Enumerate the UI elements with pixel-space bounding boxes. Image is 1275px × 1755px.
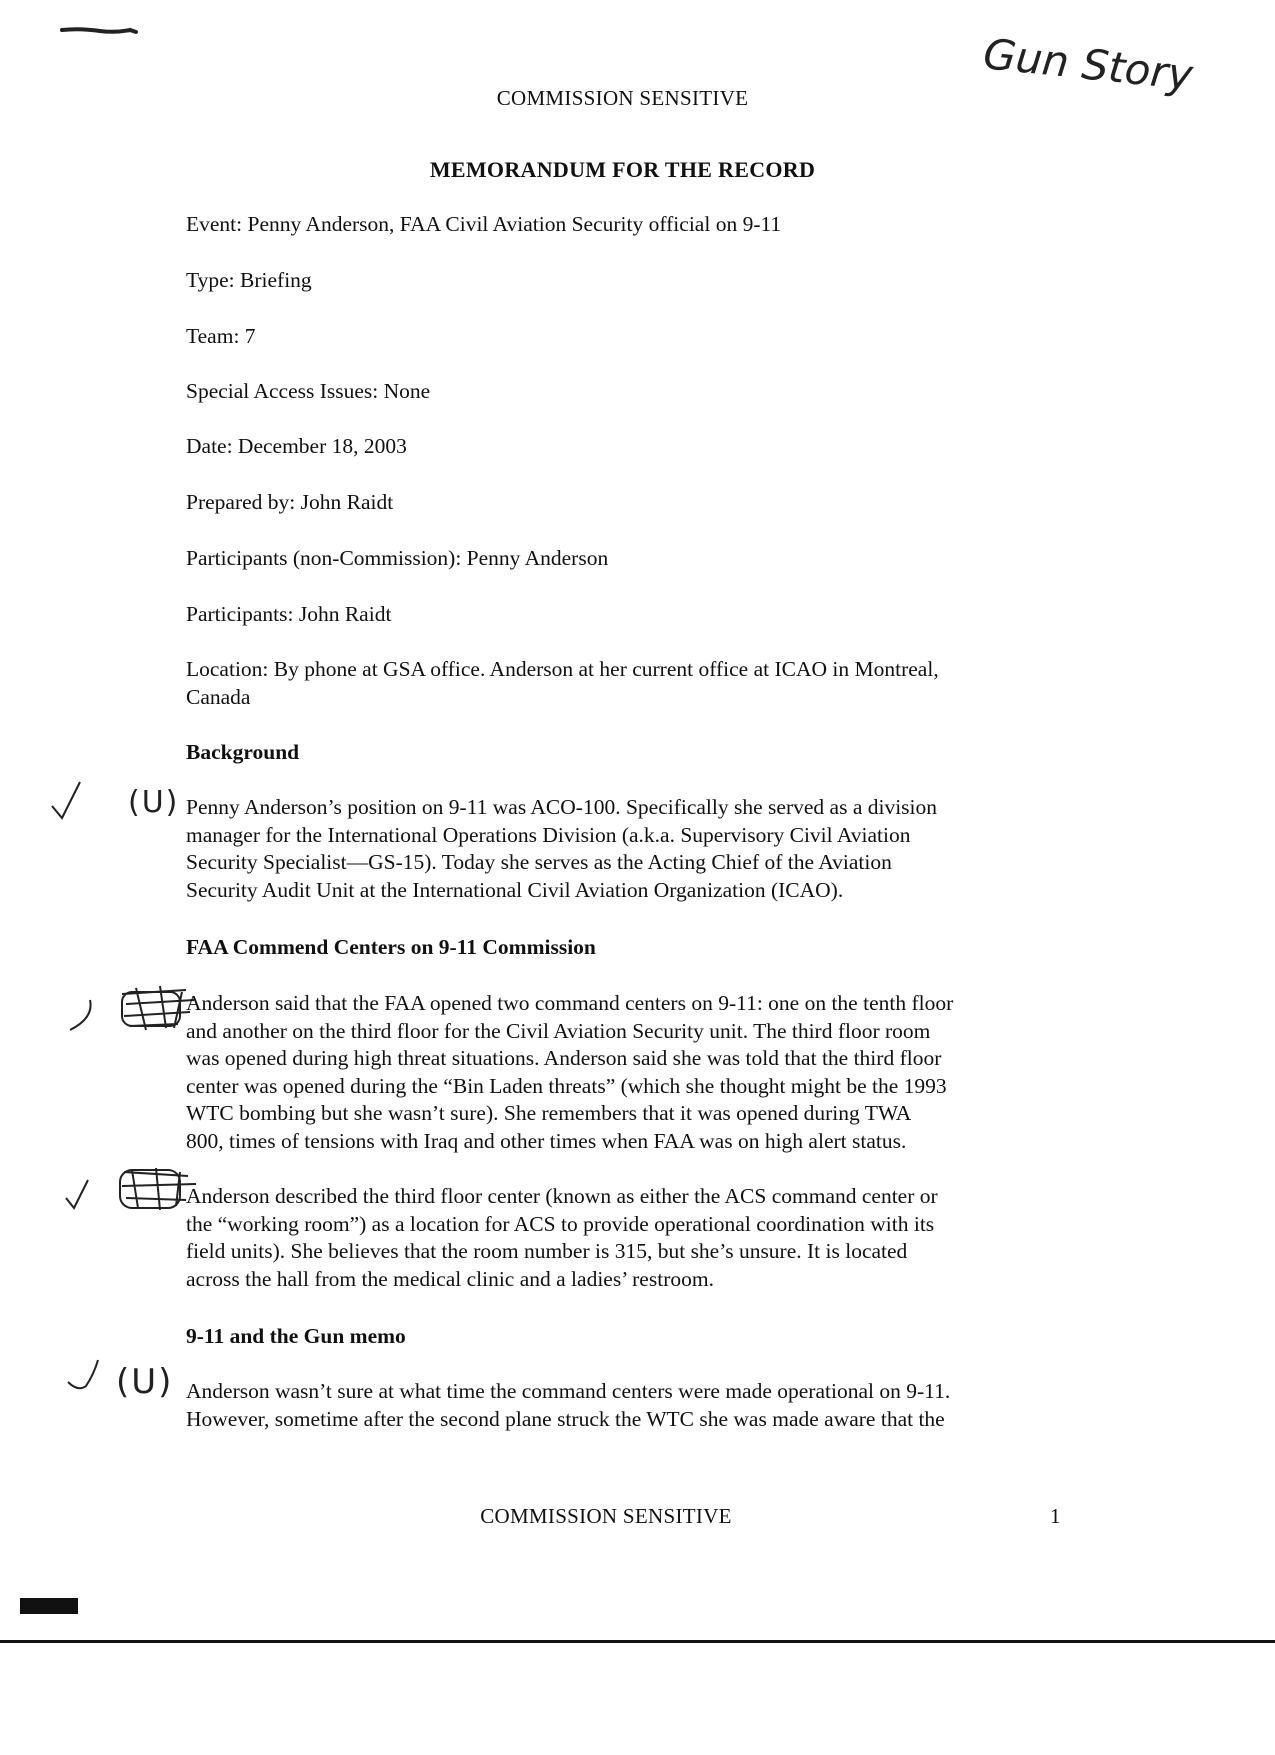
scan-artifact-mark bbox=[60, 22, 140, 38]
background-paragraph bbox=[186, 794, 1066, 904]
field-team: Team: 7 bbox=[186, 324, 256, 348]
section-heading-background: Background bbox=[186, 740, 300, 764]
field-event: Event: Penny Anderson, FAA Civil Aviation Security official on 9-11 bbox=[186, 212, 782, 236]
section-heading-gun-memo: 9-11 and the Gun memo bbox=[186, 1324, 406, 1348]
field-prepared-by: Prepared by: John Raidt bbox=[186, 490, 394, 514]
page-number: 1 bbox=[1050, 1504, 1061, 1528]
paragraph-line: across the hall from the medical clinic and a ladies’ restroom. bbox=[186, 1266, 714, 1291]
classification-bottom: COMMISSION SENSITIVE bbox=[480, 1504, 732, 1528]
checkmark-icon bbox=[62, 1176, 96, 1212]
paragraph-line: However, sometime after the second plane struck the WTC she was made aware that the bbox=[186, 1406, 945, 1431]
paragraph-line: field units). She believes that the room number is 315, but she’s unsure. It is located bbox=[186, 1239, 908, 1264]
field-type: Type: Briefing bbox=[186, 268, 312, 292]
handwritten-note: Gun Story bbox=[981, 29, 1196, 100]
scan-edge-line bbox=[0, 1640, 1275, 1643]
field-participants-non-commission: Participants (non-Commission): Penny Anderson bbox=[186, 546, 609, 570]
field-special-access: Special Access Issues: None bbox=[186, 379, 431, 403]
command-centers-paragraph-2 bbox=[186, 1183, 1066, 1293]
checkmark-icon bbox=[48, 778, 84, 822]
field-participants: Participants: John Raidt bbox=[186, 602, 392, 626]
paragraph-line: Anderson said that the FAA opened two command centers on 9-11: one on the tenth floor bbox=[186, 991, 954, 1015]
paragraph-line: the “working room”) as a location for ACS to provide operational coordination with its bbox=[186, 1211, 935, 1236]
paragraph-line: Security Audit Unit at the International Civil Aviation Organization (ICAO). bbox=[186, 877, 844, 902]
command-centers-paragraph-1 bbox=[186, 990, 1066, 1156]
paragraph-line: 800, times of tensions with Iraq and other times when FAA was on high alert status. bbox=[186, 1128, 907, 1153]
paragraph-line: Penny Anderson’s position on 9-11 was ACO-100. Specifically she served as a division bbox=[186, 795, 938, 819]
section-heading-command-centers: FAA Commend Centers on 9-11 Commission bbox=[186, 935, 596, 959]
portion-marker-u: (U) bbox=[116, 1362, 174, 1402]
paragraph-line: WTC bombing but she wasn’t sure). She remembers that it was opened during TWA bbox=[186, 1101, 912, 1126]
classification-top: COMMISSION SENSITIVE bbox=[496, 86, 749, 110]
paragraph-line: and another on the third floor for the Civil Aviation Security unit. The third floor room bbox=[186, 1018, 931, 1043]
field-location-line-2: Canada bbox=[186, 685, 251, 709]
paragraph-line: was opened during high threat situations. Anderson said she was told that the third floor bbox=[186, 1046, 942, 1071]
checkmark-icon bbox=[64, 1356, 108, 1396]
paragraph-line: manager for the International Operations Division (a.k.a. Supervisory Civil Aviation bbox=[186, 822, 911, 847]
portion-marker-u: (U) bbox=[128, 785, 180, 820]
gun-memo-paragraph bbox=[186, 1378, 1066, 1433]
scan-artifact-block bbox=[20, 1598, 78, 1614]
page-title: MEMORANDUM FOR THE RECORD bbox=[429, 157, 816, 182]
field-date: Date: December 18, 2003 bbox=[186, 434, 407, 458]
paragraph-line: Anderson wasn’t sure at what time the command centers were made operational on 9-11. bbox=[186, 1379, 951, 1403]
paragraph-line: Anderson described the third floor center (known as either the ACS command center or bbox=[186, 1184, 938, 1208]
field-location-line-1: Location: By phone at GSA office. Anderson at her current office at ICAO in Montreal, bbox=[186, 657, 939, 681]
paragraph-line: Security Specialist—GS-15). Today she serves as the Acting Chief of the Aviation bbox=[186, 850, 892, 875]
handwritten-tick-mark bbox=[64, 996, 100, 1036]
paragraph-line: center was opened during the “Bin Laden threats” (which she thought might be the 1993 bbox=[186, 1073, 947, 1098]
